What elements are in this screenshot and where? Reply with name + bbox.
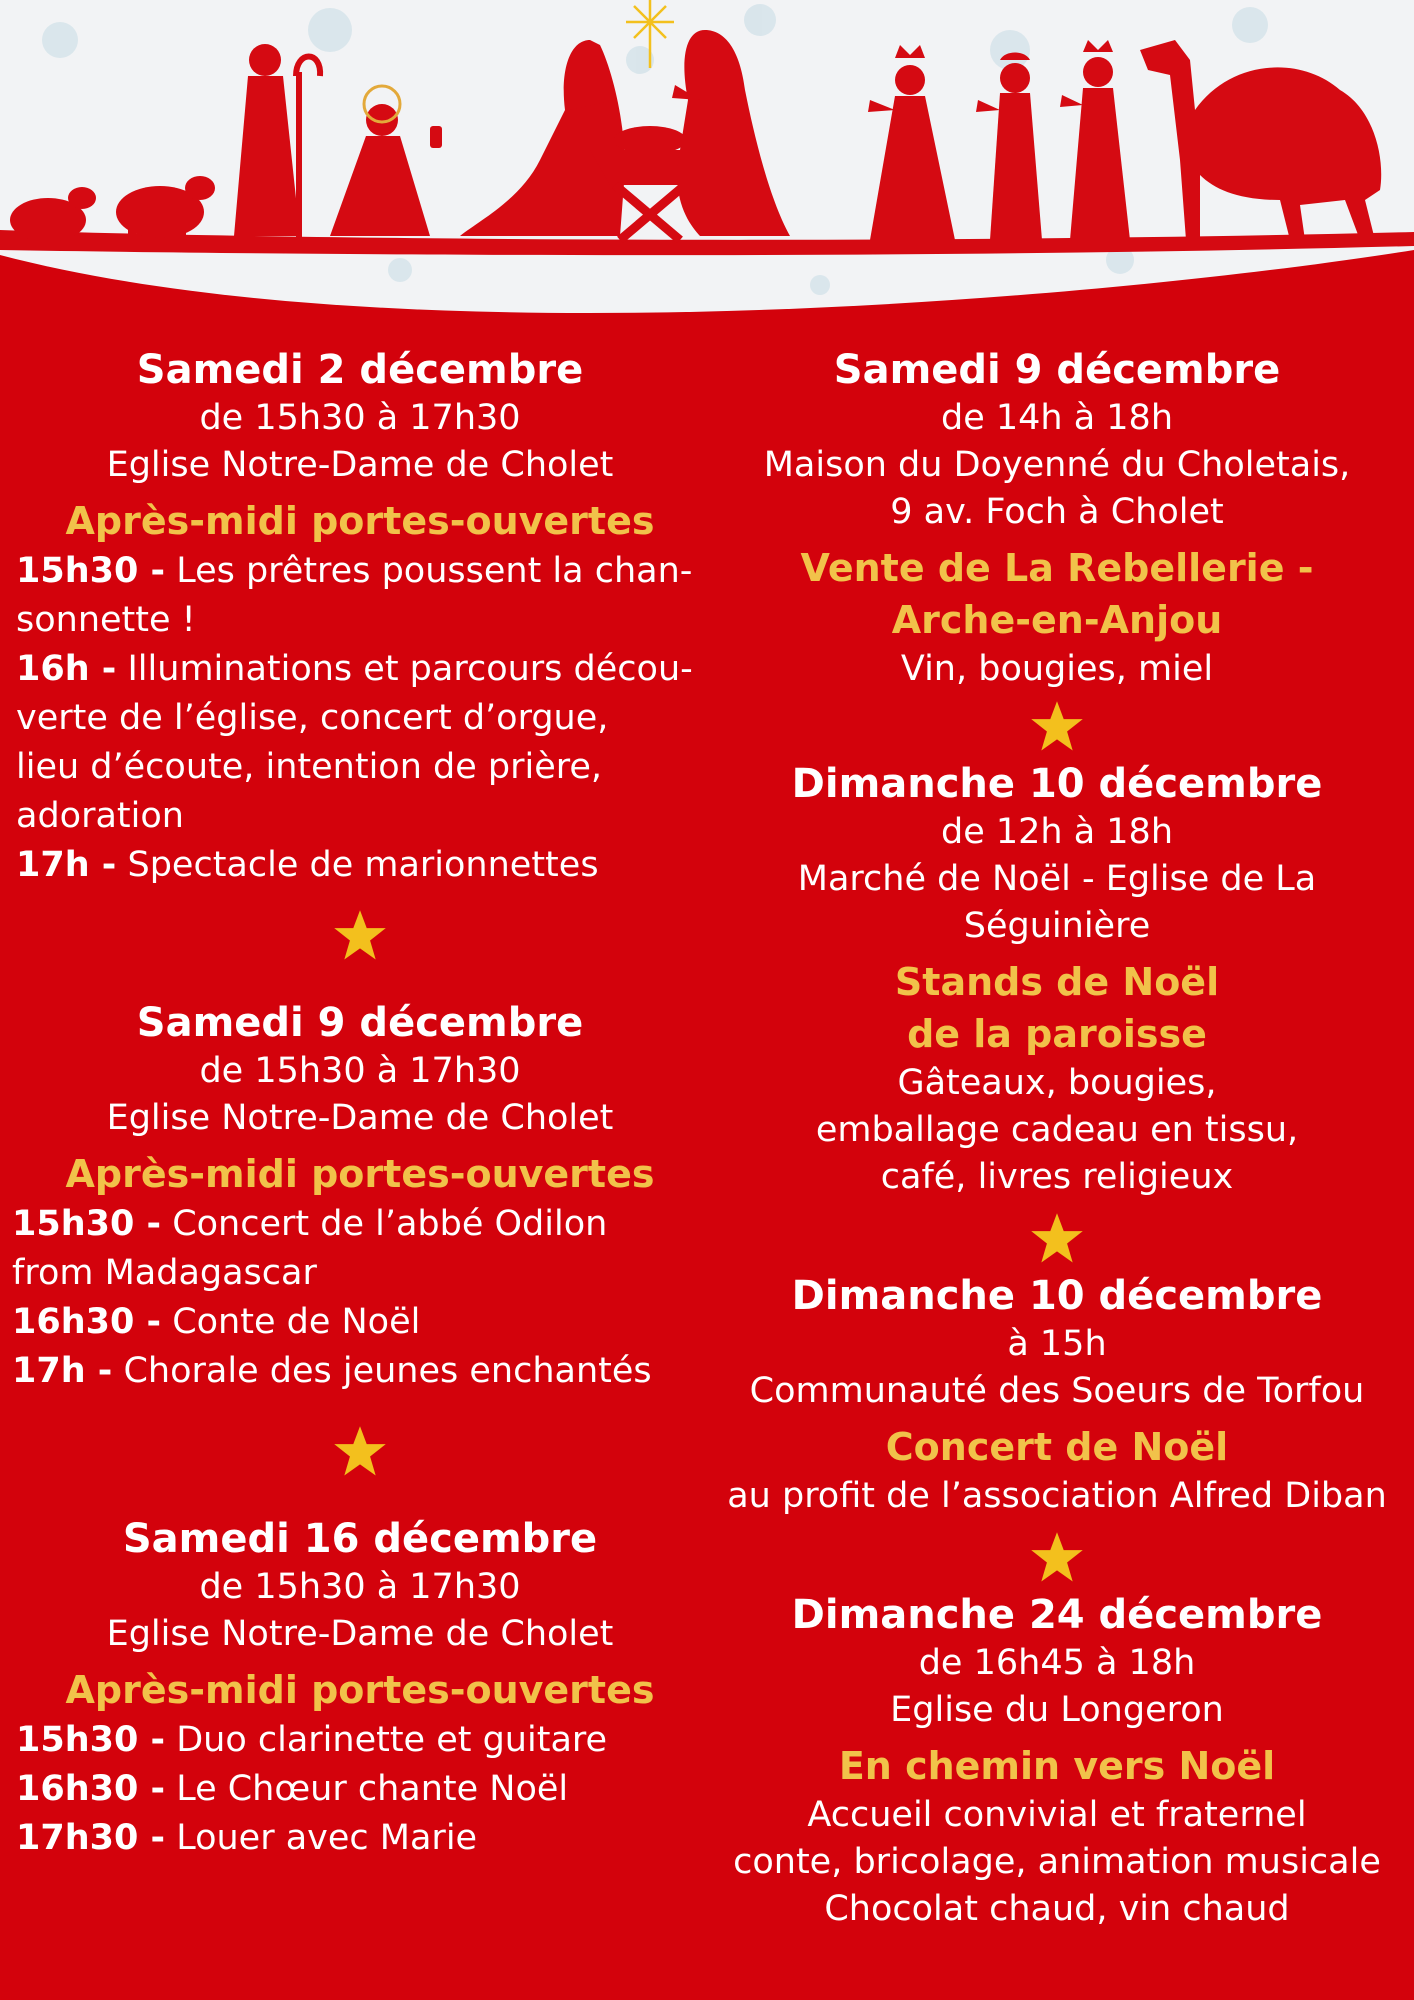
program-line bbox=[16, 694, 720, 743]
event-block bbox=[0, 345, 720, 890]
program-line bbox=[12, 1298, 720, 1347]
event-block bbox=[700, 1590, 1414, 1933]
program-line bbox=[16, 743, 720, 792]
event-title: Après-midi portes-ouvertes bbox=[65, 499, 655, 543]
program-line bbox=[16, 1814, 720, 1863]
program-text: Duo clarinette et guitare bbox=[176, 1720, 608, 1760]
program-text: adoration bbox=[16, 796, 184, 836]
right-column bbox=[700, 345, 1414, 1933]
nativity-header bbox=[0, 0, 1414, 340]
event-block bbox=[0, 1514, 720, 1863]
event-title: Vente de La Rebellerie - bbox=[800, 546, 1314, 590]
program-text: verte de l’église, concert d’orgue, bbox=[16, 698, 609, 738]
event-program bbox=[0, 1200, 720, 1396]
event-location: Maison du Doyenné du Choletais, bbox=[763, 445, 1351, 485]
event-details: café, livres religieux bbox=[880, 1157, 1234, 1197]
event-location: Eglise du Longeron bbox=[890, 1690, 1224, 1730]
event-block bbox=[700, 1271, 1414, 1520]
program-time: 17h - bbox=[16, 845, 117, 885]
event-title: Arche-en-Anjou bbox=[891, 598, 1223, 642]
event-details: conte, bricolage, animation musicale bbox=[733, 1842, 1381, 1882]
program-line bbox=[16, 792, 720, 841]
program-line bbox=[12, 1347, 720, 1396]
event-title: Après-midi portes-ouvertes bbox=[65, 1152, 655, 1196]
program-time: 15h30 - bbox=[16, 551, 166, 591]
event-title: Concert de Noël bbox=[885, 1425, 1229, 1469]
event-location: Eglise Notre-Dame de Cholet bbox=[106, 1098, 614, 1138]
event-time: à 15h bbox=[1007, 1324, 1107, 1364]
program-time: 16h30 - bbox=[16, 1769, 166, 1809]
event-time: de 16h45 à 18h bbox=[918, 1643, 1196, 1683]
program-line bbox=[16, 645, 720, 694]
event-date: Samedi 16 décembre bbox=[122, 1516, 598, 1562]
event-location: Marché de Noël - Eglise de La Séguinière bbox=[797, 859, 1317, 946]
program-line bbox=[12, 1249, 720, 1298]
program-text: Conte de Noël bbox=[172, 1302, 421, 1342]
event-date: Samedi 2 décembre bbox=[136, 347, 584, 393]
event-time: de 14h à 18h bbox=[940, 398, 1173, 438]
event-title: En chemin vers Noël bbox=[838, 1744, 1276, 1788]
event-location: Eglise Notre-Dame de Cholet bbox=[106, 445, 614, 485]
star-icon bbox=[332, 1424, 388, 1480]
star-icon bbox=[1029, 1211, 1085, 1267]
event-date: Samedi 9 décembre bbox=[136, 1000, 584, 1046]
left-column bbox=[0, 345, 720, 1863]
program-text: Spectacle de marionnettes bbox=[127, 845, 599, 885]
event-program bbox=[0, 1716, 720, 1863]
star-icon bbox=[1029, 1530, 1085, 1586]
event-time: de 15h30 à 17h30 bbox=[199, 1051, 521, 1091]
program-text: sonnette ! bbox=[16, 600, 196, 640]
event-date: Samedi 9 décembre bbox=[833, 347, 1281, 393]
program-time: 15h30 - bbox=[12, 1204, 162, 1244]
program-time: 16h30 - bbox=[12, 1302, 162, 1342]
event-title: Stands de Noël bbox=[894, 960, 1220, 1004]
event-details: au profit de l’association Alfred Diban bbox=[727, 1476, 1387, 1516]
program-text: Chorale des jeunes enchantés bbox=[123, 1351, 652, 1391]
event-address: 9 av. Foch à Cholet bbox=[890, 492, 1224, 532]
event-title: de la paroisse bbox=[907, 1012, 1207, 1056]
event-time: de 12h à 18h bbox=[940, 812, 1173, 852]
event-location: Communauté des Soeurs de Torfou bbox=[749, 1371, 1365, 1411]
star-icon bbox=[1029, 699, 1085, 755]
program-text: Louer avec Marie bbox=[176, 1818, 478, 1858]
event-program bbox=[0, 547, 720, 890]
program-time: 17h30 - bbox=[16, 1818, 166, 1858]
event-details: emballage cadeau en tissu, bbox=[815, 1110, 1299, 1150]
program-time: 15h30 - bbox=[16, 1720, 166, 1760]
program-text: Illuminations et parcours décou- bbox=[127, 649, 693, 689]
event-time: de 15h30 à 17h30 bbox=[199, 398, 521, 438]
program-line bbox=[16, 1716, 720, 1765]
program-time: 16h - bbox=[16, 649, 117, 689]
program-text: from Madagascar bbox=[12, 1253, 317, 1293]
event-details: Accueil convivial et fraternel bbox=[807, 1795, 1307, 1835]
event-block bbox=[700, 345, 1414, 693]
program-time: 17h - bbox=[12, 1351, 113, 1391]
program-text: Le Chœur chante Noël bbox=[176, 1769, 569, 1809]
program-text: lieu d’écoute, intention de prière, bbox=[16, 747, 603, 787]
program-line bbox=[16, 841, 720, 890]
event-title: Après-midi portes-ouvertes bbox=[65, 1668, 655, 1712]
program-line bbox=[16, 596, 720, 645]
event-details: Vin, bougies, miel bbox=[900, 649, 1214, 689]
star-icon bbox=[332, 908, 388, 964]
program-text: Concert de l’abbé Odilon bbox=[172, 1204, 608, 1244]
program-line bbox=[16, 1765, 720, 1814]
program-line bbox=[12, 1200, 720, 1249]
event-details: Gâteaux, bougies, bbox=[897, 1063, 1217, 1103]
event-date: Dimanche 24 décembre bbox=[791, 1592, 1323, 1638]
program-text: Les prêtres poussent la chan- bbox=[176, 551, 693, 591]
event-time: de 15h30 à 17h30 bbox=[199, 1567, 521, 1607]
event-date: Dimanche 10 décembre bbox=[791, 1273, 1323, 1319]
event-block bbox=[700, 759, 1414, 1201]
event-details: Chocolat chaud, vin chaud bbox=[824, 1889, 1290, 1929]
event-block bbox=[0, 998, 720, 1396]
event-location: Eglise Notre-Dame de Cholet bbox=[106, 1614, 614, 1654]
program-line bbox=[16, 547, 720, 596]
event-date: Dimanche 10 décembre bbox=[791, 761, 1323, 807]
